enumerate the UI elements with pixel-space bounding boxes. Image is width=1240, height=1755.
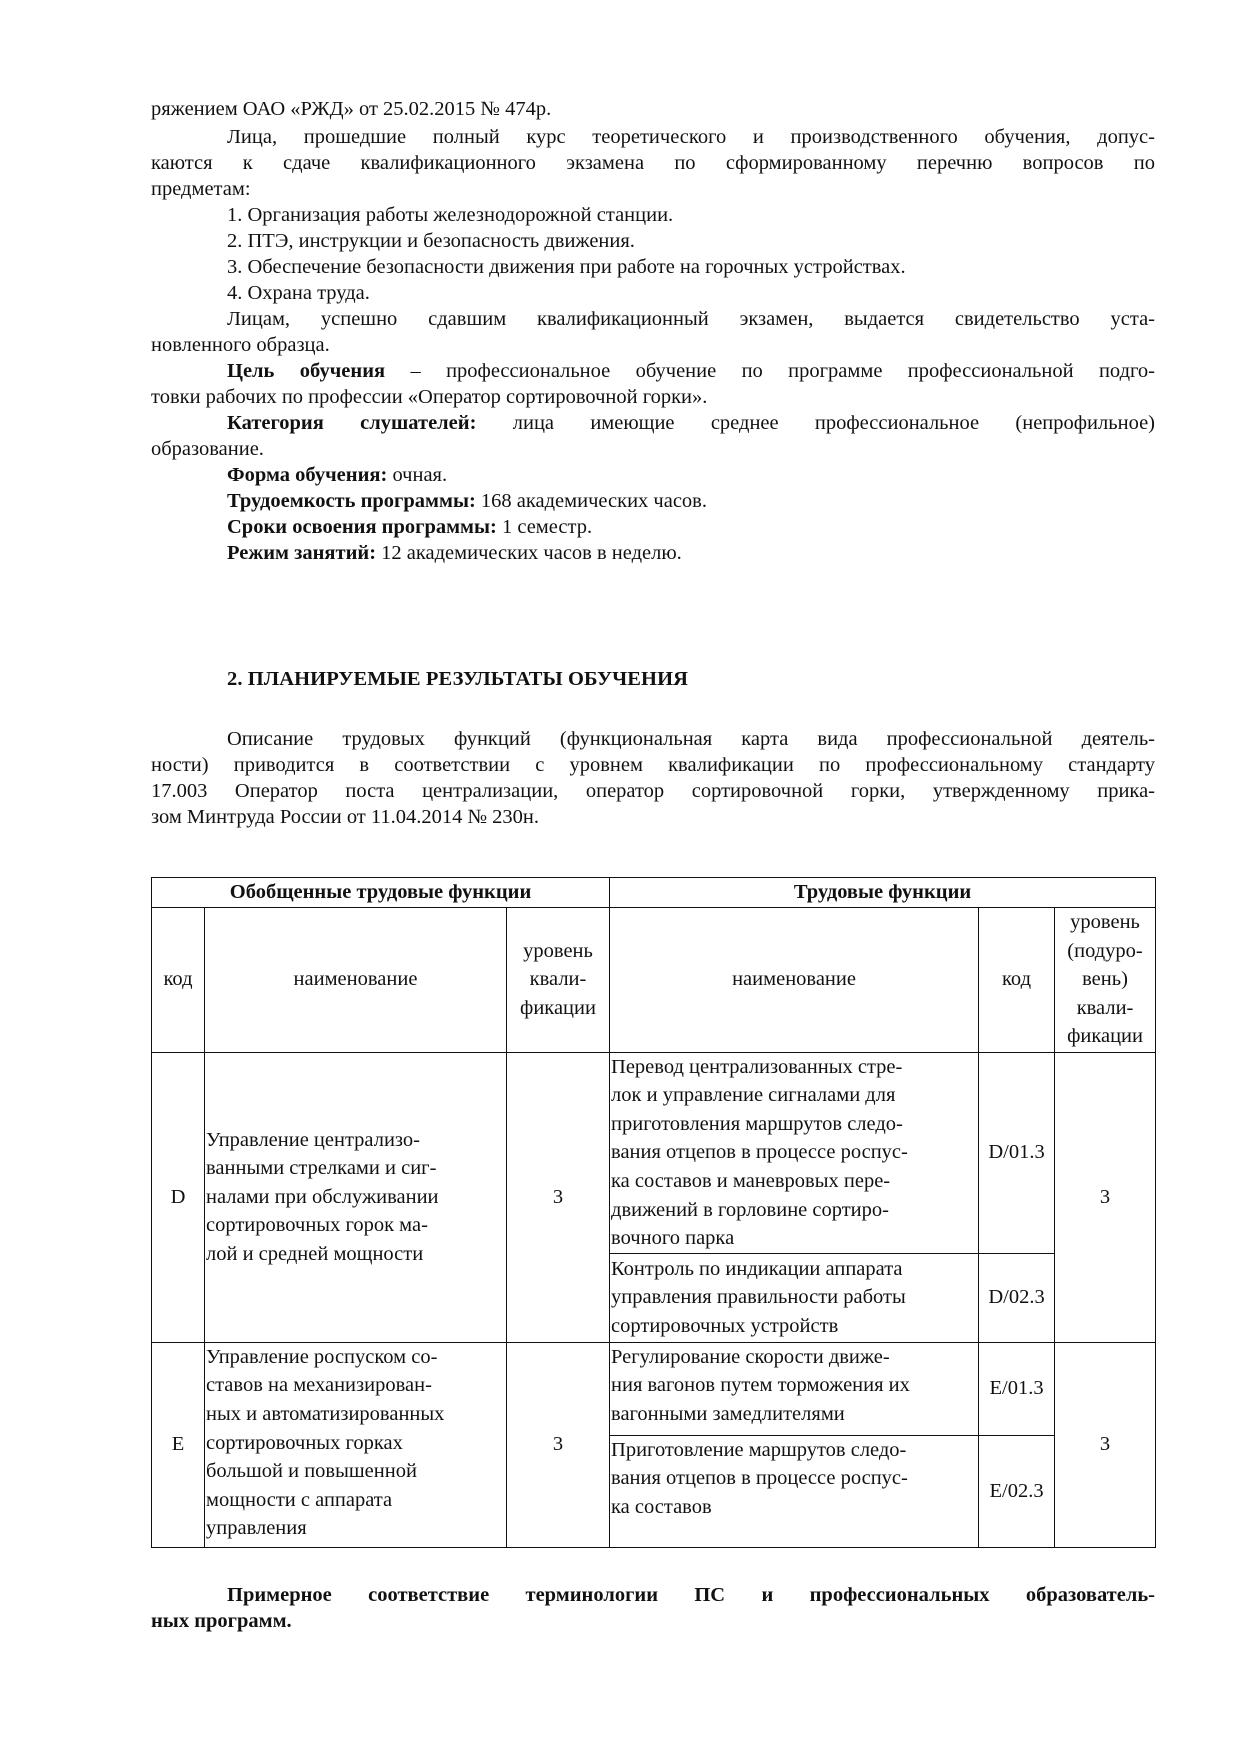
- text-line: Управление централизо-: [206, 1128, 420, 1151]
- subject-item: 4. Охрана труда.: [227, 282, 370, 304]
- header-text: уровень: [1070, 911, 1140, 934]
- tf-level: 3: [1055, 1052, 1156, 1342]
- text-line: сортировочных горок ма-: [206, 1214, 428, 1237]
- text-line: вания отцепов в процессе роспус-: [611, 1141, 908, 1164]
- admission-paragraph-line3: предметам:: [151, 178, 251, 200]
- param-label: Режим занятий:: [227, 542, 377, 564]
- text-line: мощности с аппарата: [206, 1488, 393, 1511]
- header-text: вень): [1082, 968, 1128, 991]
- text-line: ка составов: [611, 1495, 712, 1518]
- tf-code: E/01.3: [979, 1342, 1055, 1435]
- tf-name: [610, 1052, 979, 1253]
- goal-label: Цель обучения: [227, 360, 386, 382]
- category-text: лица имеющие среднее профессиональное (непрофильное): [476, 412, 1155, 434]
- col-header-code: код: [152, 907, 205, 1052]
- text-line: ных и автоматизированных: [206, 1402, 445, 1425]
- param-label: Сроки освоения программы:: [227, 516, 497, 538]
- text-line: Приготовление маршрутов следо-: [611, 1438, 907, 1461]
- certificate-line2: новленного образца.: [151, 334, 330, 356]
- text-line: вагонными замедлителями: [611, 1402, 845, 1425]
- otf-code: E: [152, 1342, 205, 1547]
- param-label: Трудоемкость программы:: [227, 490, 476, 512]
- table-row: [152, 1342, 1156, 1435]
- subject-item: 3. Обеспечение безопасности движения при работе на горочных устройствах.: [227, 256, 906, 278]
- col-header-tf-level: [1055, 907, 1156, 1052]
- section2-line3: 17.003 Оператор поста централизации, оператор сортировочной горки, утвержденному прика-: [151, 780, 1155, 802]
- text-line: вания отцепов в процессе роспус-: [611, 1467, 908, 1490]
- header-text: квали-: [529, 968, 587, 991]
- text-line: Перевод централизованных стре-: [611, 1055, 903, 1078]
- param-value: 12 академических часов в неделю.: [376, 542, 682, 564]
- param-hours: [227, 488, 707, 514]
- text-line: сортировочных горках: [206, 1431, 403, 1454]
- goal-line2: товки рабочих по профессии «Оператор сортировочной горки».: [151, 386, 708, 408]
- otf-level: 3: [507, 1052, 610, 1342]
- text-line: ставов на механизирован-: [206, 1374, 432, 1397]
- text-line: сортировочных устройств: [611, 1315, 839, 1338]
- param-schedule: [227, 540, 682, 566]
- intro-line: ряжением ОАО «РЖД» от 25.02.2015 № 474р.: [151, 98, 552, 120]
- group-header-generalized: Обобщенные трудовые функции: [152, 878, 610, 908]
- text-line: ванными стрелками и сиг-: [206, 1157, 437, 1180]
- col-header-tf-name: наименование: [610, 907, 979, 1052]
- footer-line1: Примерное соответствие терминологии ПС и профессиональных образователь-: [227, 1584, 1155, 1606]
- section2-line4: зом Минтруда России от 11.04.2014 № 230н.: [151, 806, 540, 828]
- text-line: лой и средней мощности: [206, 1243, 424, 1266]
- footer-line2: ных программ.: [151, 1610, 292, 1632]
- section-heading: 2. ПЛАНИРУЕМЫЕ РЕЗУЛЬТАТЫ ОБУЧЕНИЯ: [227, 668, 689, 690]
- otf-name: [205, 1342, 507, 1547]
- table-column-header-row: [152, 907, 1156, 1052]
- col-header-name: наименование: [205, 907, 507, 1052]
- text-line: Регулирование скорости движе-: [611, 1345, 890, 1368]
- category-label: Категория слушателей:: [227, 412, 477, 434]
- col-header-tf-code: код: [979, 907, 1055, 1052]
- text-line: ния вагонов путем торможения их: [611, 1374, 910, 1397]
- category-line1: [227, 410, 1155, 436]
- header-text: уровень: [523, 939, 593, 962]
- tf-code: D/01.3: [979, 1052, 1055, 1253]
- param-value: 1 семестр.: [496, 516, 593, 538]
- text-line: ка составов и маневровых пере-: [611, 1169, 891, 1192]
- text-line: вочного парка: [611, 1227, 735, 1250]
- certificate-line1: Лицам, успешно сдавшим квалификационный экзамен, выдается свидетельство уста-: [227, 308, 1155, 330]
- text-line: лок и управление сигналами для: [611, 1084, 896, 1107]
- tf-code: E/02.3: [979, 1435, 1055, 1547]
- param-value: очная.: [387, 464, 448, 486]
- text-line: движений в горловине сортиро-: [611, 1198, 889, 1221]
- header-text: фикации: [1067, 1025, 1143, 1048]
- header-text: (подуро-: [1067, 939, 1143, 962]
- text-line: налами при обслуживании: [206, 1185, 439, 1208]
- table-row: [152, 1052, 1156, 1253]
- otf-code: D: [152, 1052, 205, 1342]
- param-label: Форма обучения:: [227, 464, 388, 486]
- header-text: квали-: [1076, 996, 1134, 1019]
- admission-paragraph-line2: каются к сдаче квалификационного экзамена по сформированному перечню вопросов по: [151, 152, 1155, 174]
- category-line2: образование.: [151, 438, 264, 460]
- subject-item: 2. ПТЭ, инструкции и безопасность движения.: [227, 230, 635, 252]
- tf-name: [610, 1253, 979, 1342]
- tf-name: [610, 1435, 979, 1547]
- text-line: приготовления маршрутов следо-: [611, 1112, 903, 1135]
- labor-functions-table: [151, 877, 1156, 1548]
- group-header-functions: Трудовые функции: [610, 878, 1156, 908]
- text-line: управления правильности работы: [611, 1286, 906, 1309]
- header-text: фикации: [520, 996, 596, 1019]
- goal-line1: [227, 358, 1155, 384]
- param-duration: [227, 514, 592, 540]
- param-value: 168 академических часов.: [475, 490, 707, 512]
- text-line: Контроль по индикации аппарата: [611, 1257, 903, 1280]
- table-group-header-row: [152, 878, 1156, 908]
- subject-item: 1. Организация работы железнодорожной станции.: [227, 204, 674, 226]
- text-line: управления: [206, 1517, 307, 1540]
- text-line: большой и повышенной: [206, 1460, 417, 1483]
- otf-name: [205, 1052, 507, 1342]
- col-header-level: [507, 907, 610, 1052]
- section2-line2: ности) приводится в соответствии с уровнем квалификации по профессиональному стандарту: [151, 754, 1155, 776]
- otf-level: 3: [507, 1342, 610, 1547]
- admission-paragraph-line1: Лица, прошедшие полный курс теоретического и производственного обучения, допус-: [227, 126, 1155, 148]
- tf-level: 3: [1055, 1342, 1156, 1547]
- tf-name: [610, 1342, 979, 1435]
- section2-line1: Описание трудовых функций (функциональная карта вида профессиональной деятель-: [227, 728, 1155, 750]
- tf-code: D/02.3: [979, 1253, 1055, 1342]
- goal-text: – профессиональное обучение по программе профессиональной подго-: [385, 360, 1155, 382]
- text-line: Управление роспуском со-: [206, 1345, 438, 1368]
- param-form: [227, 462, 447, 488]
